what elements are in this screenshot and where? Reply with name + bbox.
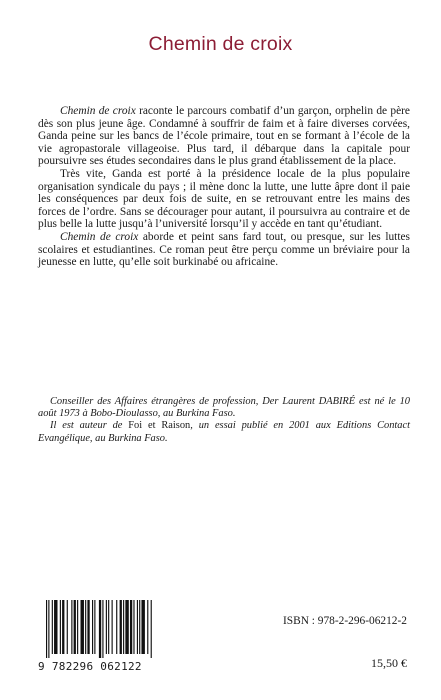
barcode-bar: [87, 600, 89, 654]
book-title: Chemin de croix: [148, 33, 293, 55]
barcode-bar: [116, 600, 117, 654]
barcode-bar: [81, 600, 84, 654]
barcode-bar: [94, 600, 95, 654]
barcode-bar: [130, 600, 132, 654]
summary-title-italic-3: Chemin de croix: [60, 230, 139, 243]
barcode-bar: [54, 600, 57, 654]
barcode-bar: [112, 600, 113, 654]
barcode-bar: [71, 600, 72, 654]
author-bio: [38, 396, 410, 445]
barcode-bar: [141, 600, 144, 654]
barcode-bar: [99, 600, 101, 658]
price: 15,50 €: [371, 656, 407, 670]
barcode-bar: [62, 600, 64, 654]
barcode-bar: [92, 600, 93, 654]
barcode-bar: [125, 600, 128, 654]
barcode-bar: [67, 600, 68, 654]
summary-text-3: aborde et peint sans fard tout, ou presque, sur les luttes scolaires et estudiantines. Ce roman peut être perçu comme un bréviaire pour la jeunesse en lutte, qu’elle soit burkinabé ou africaine.: [38, 230, 410, 269]
author-bio-text-pre: Il est auteur de: [50, 420, 129, 432]
barcode-bar: [52, 600, 53, 654]
barcode-digits: 9 782296 062122: [38, 660, 142, 673]
author-bio-text-post: , un essai publié en 2001 aux Editions Contact Evangélique, au Burkina Faso.: [38, 420, 411, 444]
barcode: [38, 600, 164, 674]
summary-paragraph-2: Très vite, Ganda est porté à la présidence locale de la plus populaire organisation syndicale du pays ; il mène donc la lutte, une lutte âpre dont il paie les conséquences par deux fois de suite, en se retrouvant entre les mains des forces de l’ordre. Sans se décourager pour autant, il poursuivra au contraire et de plus belle la lutte jusqu’à l’université lorsqu’il y accède en tant qu’étudiant.: [38, 167, 410, 231]
summary-paragraph-1: [38, 105, 410, 168]
author-bio-paragraph-2: [38, 420, 410, 444]
summary-paragraph-3: [38, 231, 410, 269]
barcode-bar: [60, 600, 61, 654]
back-cover-summary: [38, 105, 410, 269]
summary-title-italic-1: Chemin de croix: [60, 105, 136, 117]
barcode-bar: [85, 600, 86, 654]
barcode-bar: [77, 600, 78, 654]
barcode-bar: [108, 600, 109, 654]
barcode-bar: [102, 600, 103, 658]
barcode-bars: [38, 600, 164, 658]
barcode-bar: [123, 600, 124, 654]
barcode-bar: [48, 600, 49, 658]
summary-text-1: raconte le parcours combatif d’un garçon, orphelin de père dès son plus jeune âge. Condamné à souffrir de faim et à faire diverses corvées, Ganda peine sur les bancs de l’école primaire, tout en se formant à l’école de la vie agropastorale villageoise. Plus tard, il débarque dans la capitale pour poursuivre ses études secondaires dans le plus grand établissement de la place.: [38, 105, 410, 168]
barcode-bar: [120, 600, 122, 654]
barcode-bar: [46, 600, 47, 658]
isbn: ISBN : 978-2-296-06212-2: [282, 615, 407, 627]
barcode-bar: [151, 600, 152, 658]
barcode-bar: [106, 600, 107, 654]
author-bio-paragraph-1: Conseiller des Affaires étrangères de profession, Der Laurent DABIRÉ est né le 10 août 1973 à Bobo-Dioulasso, au Burkina Faso.: [38, 396, 410, 420]
barcode-bar: [74, 600, 76, 654]
barcode-bar: [133, 600, 134, 654]
barcode-bar: [137, 600, 138, 654]
barcode-bar: [139, 600, 140, 654]
barcode-bar: [147, 600, 148, 654]
author-book-title: Foi et Raison: [128, 420, 191, 432]
